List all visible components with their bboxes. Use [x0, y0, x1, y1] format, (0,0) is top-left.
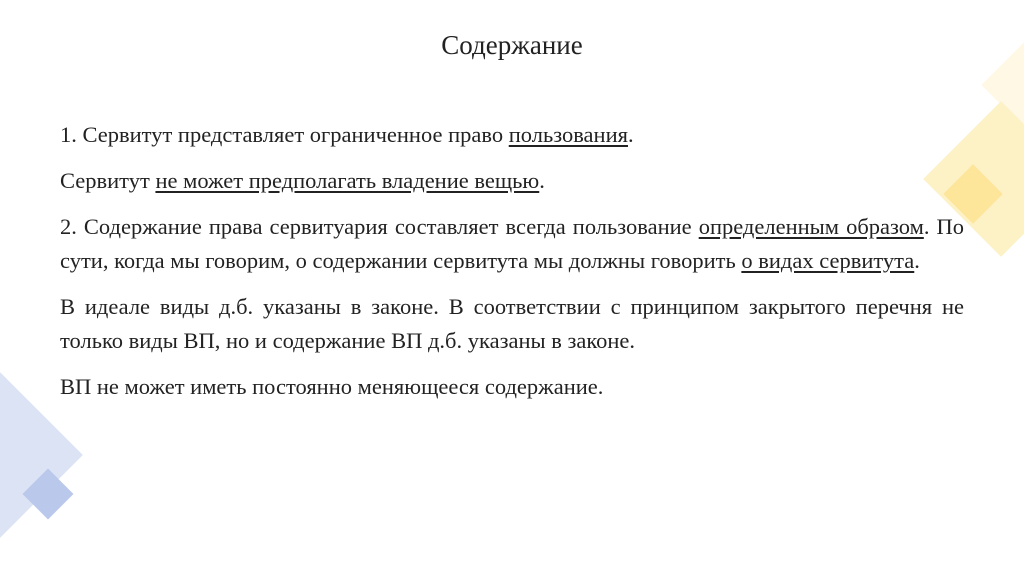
paragraph-4-text: В идеале виды д.б. указаны в законе. В соответствии с принципом закрытого перечня не только виды ВП, но и содержание ВП д.б. указаны в законе. — [60, 294, 964, 353]
paragraph-3-middle: . По сути, когда мы говорим, о содержании сервитута мы должны говорить — [60, 214, 964, 273]
paragraph-2-end: . — [539, 168, 545, 193]
paragraph-3 — [60, 210, 964, 278]
paragraph-2 — [60, 164, 964, 198]
paragraph-4 — [60, 290, 964, 358]
paragraph-2-text: Сервитут — [60, 168, 156, 193]
paragraph-5-text: ВП не может иметь постоянно меняющееся содержание. — [60, 374, 604, 399]
paragraph-1 — [60, 118, 964, 152]
paragraph-2-underlined: не может предполагать владение вещью — [155, 168, 540, 193]
paragraph-3-end: . — [914, 248, 920, 273]
paragraph-1-end: . — [627, 122, 634, 147]
slide-title: Содержание — [441, 30, 583, 60]
paragraph-1-text: 1. Сервитут представляет ограниченное право — [60, 122, 509, 147]
paragraph-3-underlined-2: о видах сервитута — [741, 248, 915, 273]
paragraph-5 — [60, 370, 964, 404]
paragraph-1-underlined: пользования — [508, 122, 628, 147]
paragraph-3-text: 2. Содержание права сервитуария составляет всегда пользование — [60, 214, 699, 239]
slide-body — [60, 118, 964, 416]
paragraph-3-underlined-1: определенным образом — [698, 214, 924, 239]
